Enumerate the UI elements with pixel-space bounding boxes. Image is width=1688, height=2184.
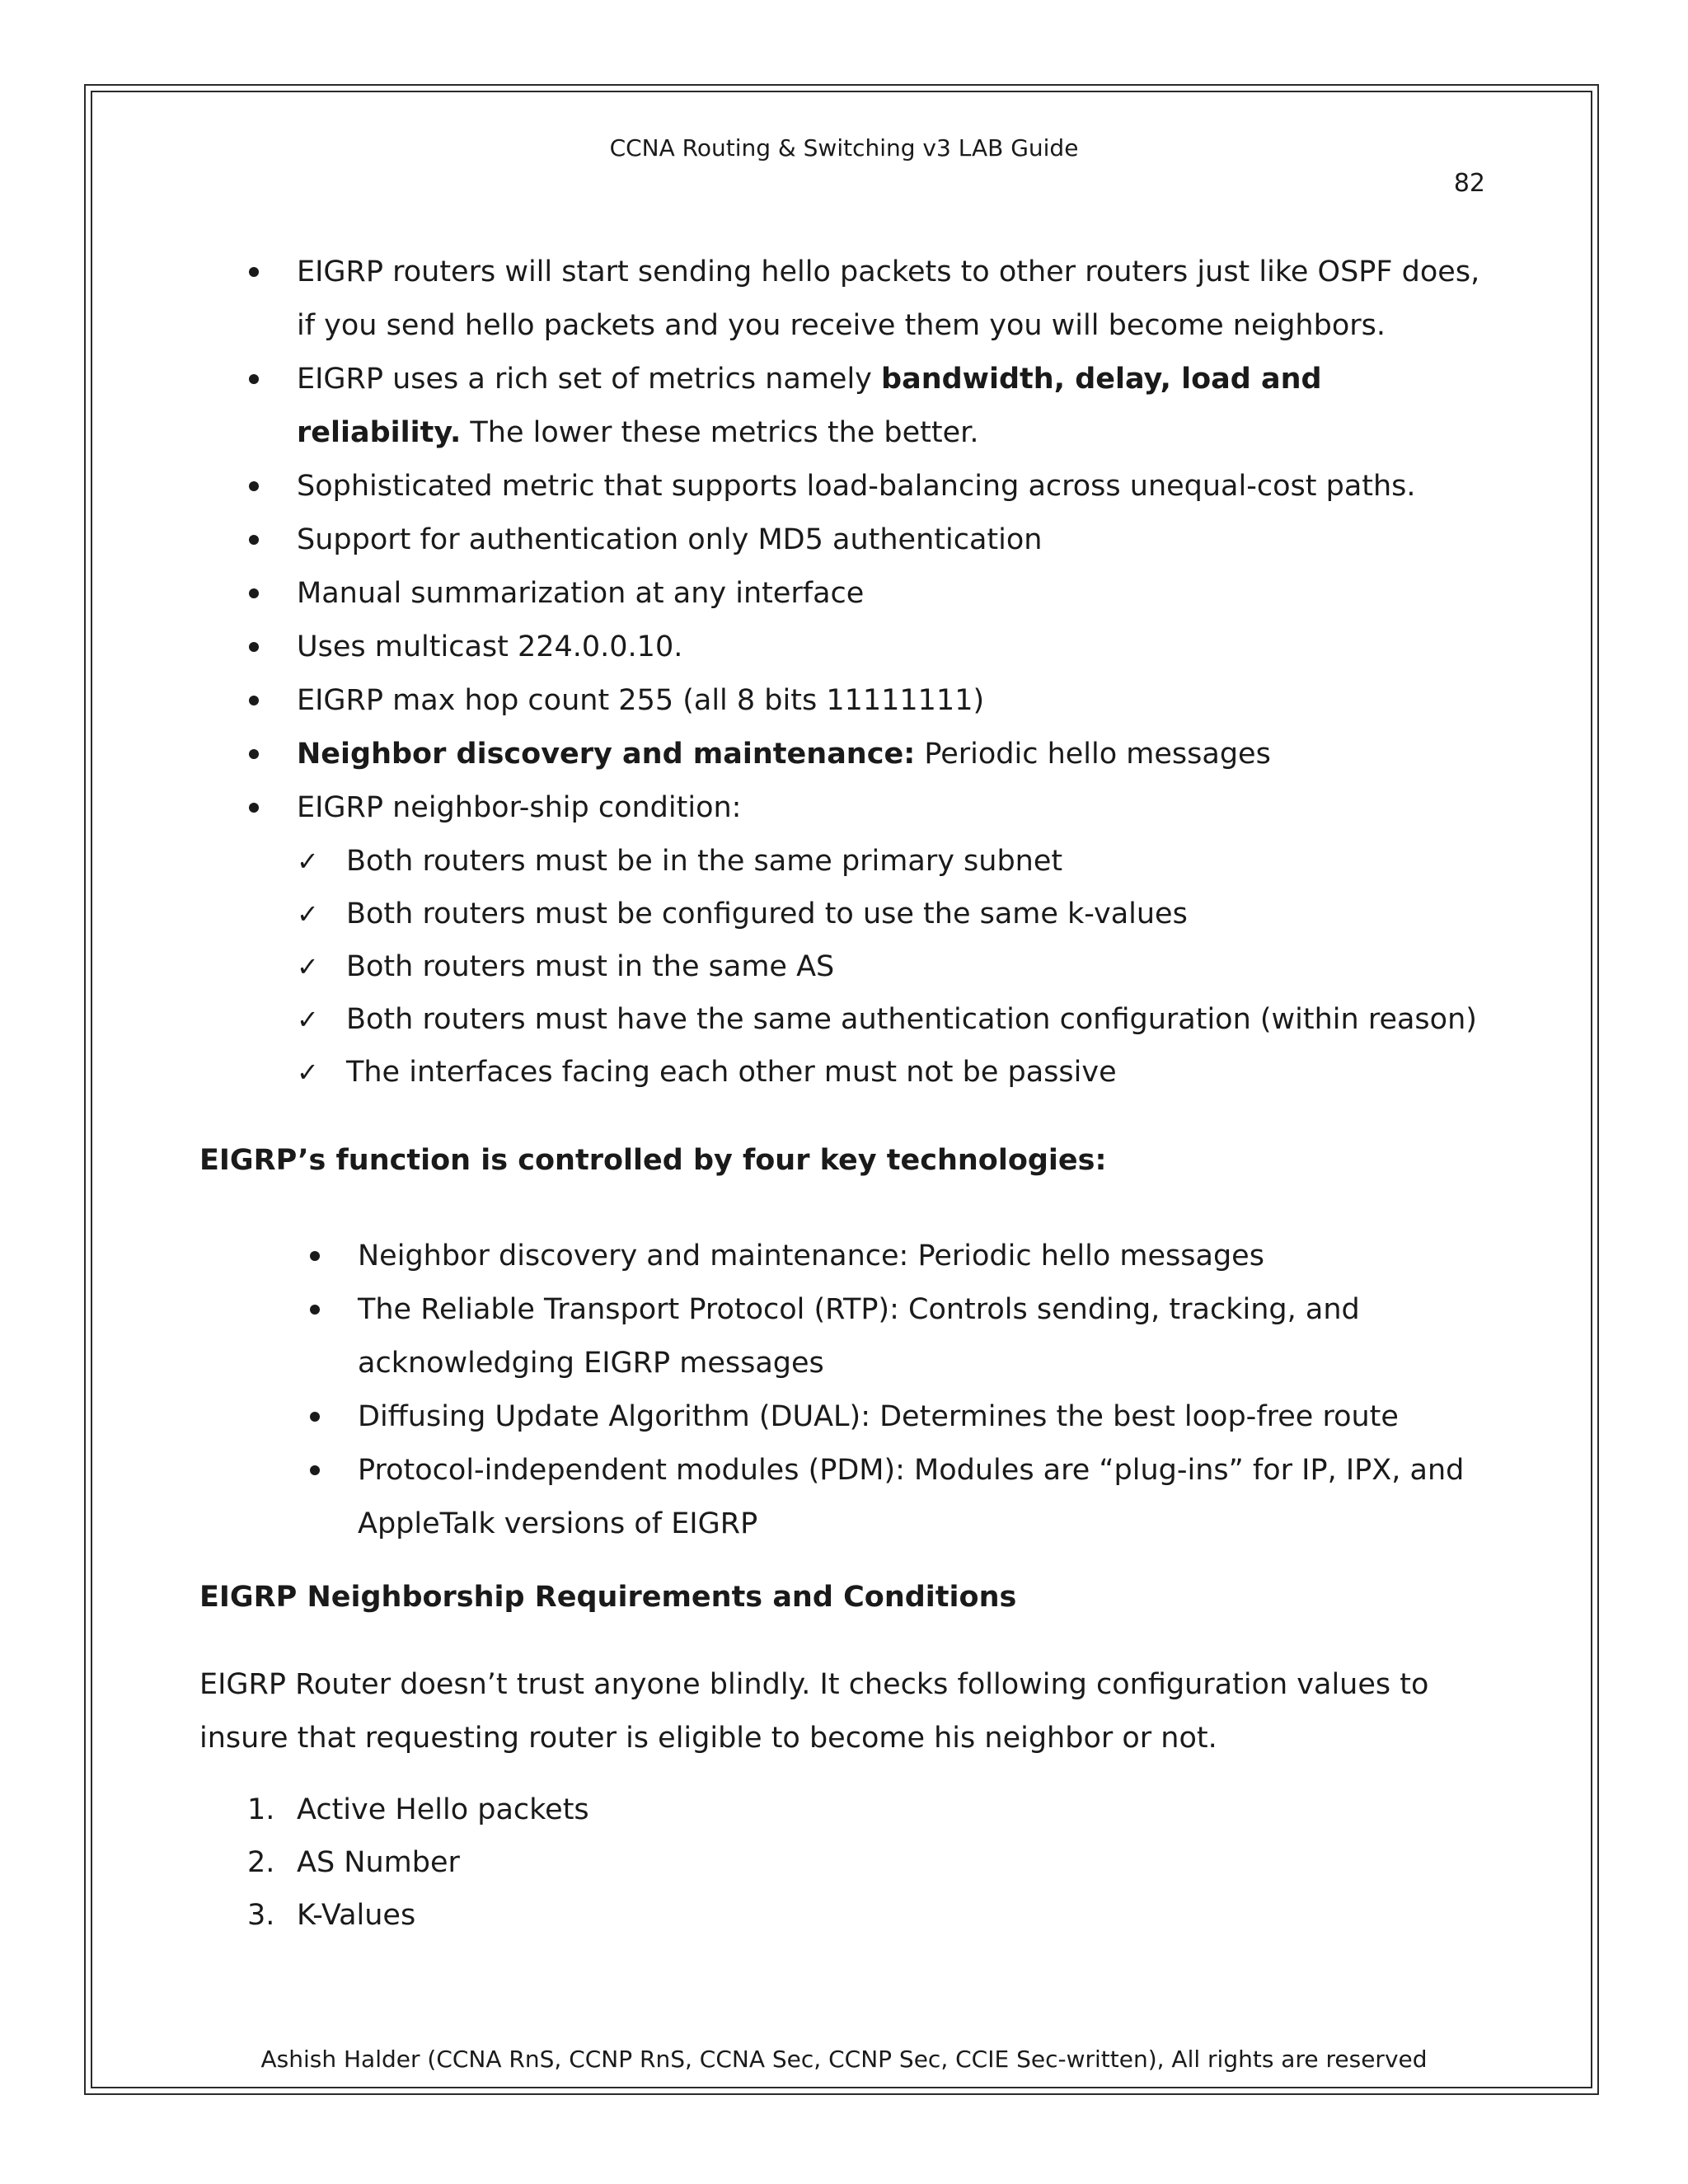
check-mark-icon: ✓	[297, 846, 319, 877]
bullet-dot-icon	[249, 481, 259, 491]
checklist-text: Both routers must have the same authentication configuration (within reason)	[346, 1003, 1477, 1036]
list-item	[199, 1283, 1485, 1390]
list-item	[199, 621, 1485, 674]
check-mark-icon: ✓	[297, 1057, 319, 1088]
checklist-text: Both routers must in the same AS	[346, 950, 835, 983]
bullet-dot-icon	[310, 1305, 320, 1315]
checklist-item	[199, 835, 1485, 888]
bullet-text: Uses multicast 224.0.0.10.	[297, 630, 683, 663]
list-item	[199, 353, 1485, 460]
list-item	[199, 781, 1485, 835]
checklist-text: Both routers must be configured to use the same k-values	[346, 898, 1188, 930]
list-item	[199, 567, 1485, 621]
technology-bullet-list	[199, 1230, 1485, 1551]
bullet-text: EIGRP max hop count 255 (all 8 bits 11111111)	[297, 684, 985, 717]
bullet-text: EIGRP neighbor-ship condition:	[297, 791, 742, 824]
check-mark-icon: ✓	[297, 951, 319, 982]
bullet-dot-icon	[249, 642, 259, 652]
item-number: 3.	[247, 1899, 275, 1932]
item-number: 2.	[247, 1846, 275, 1879]
checklist-item	[199, 993, 1485, 1046]
bullet-dot-icon	[310, 1251, 320, 1261]
check-mark-icon: ✓	[297, 1004, 319, 1035]
neighbor-condition-checklist	[199, 835, 1485, 1099]
bullet-dot-icon	[249, 749, 259, 759]
page-footer: Ashish Halder (CCNA RnS, CCNP RnS, CCNA Sec, CCNP Sec, CCIE Sec-written), All rights are reserved	[260, 2046, 1428, 2073]
bullet-text: EIGRP routers will start sending hello packets to other routers just like OSPF does, if you send hello packets and you receive them you will become neighbors.	[297, 255, 1480, 342]
requirements-numbered-list	[199, 1783, 1485, 1942]
list-item	[199, 513, 1485, 567]
numbered-item-text: K-Values	[297, 1899, 416, 1932]
item-number: 1.	[247, 1793, 275, 1826]
feature-bullet-list	[199, 246, 1485, 835]
numbered-item	[199, 1836, 1485, 1889]
bullet-text: Sophisticated metric that supports load-balancing across unequal-cost paths.	[297, 470, 1416, 503]
section-heading-key-technologies: EIGRP’s function is controlled by four key technologies:	[199, 1144, 1107, 1177]
bullet-text: The Reliable Transport Protocol (RTP): Controls sending, tracking, and acknowledging EIGRP messages	[358, 1293, 1360, 1380]
numbered-item-text: AS Number	[297, 1846, 460, 1879]
header-title: CCNA Routing & Switching v3 LAB Guide	[609, 134, 1079, 162]
bullet-dot-icon	[249, 696, 259, 705]
bullet-bold-text: Neighbor discovery and maintenance:	[297, 738, 916, 771]
bullet-dot-icon	[249, 535, 259, 545]
list-item	[199, 1390, 1485, 1444]
page-content	[199, 246, 1485, 1942]
bullet-dot-icon	[249, 803, 259, 813]
list-item	[199, 1444, 1485, 1551]
bullet-text: Neighbor discovery and maintenance: Periodic hello messages	[358, 1240, 1264, 1272]
bullet-dot-icon	[310, 1465, 320, 1475]
body-paragraph: EIGRP Router doesn’t trust anyone blindly. It checks following configuration values to insure that requesting router is eligible to become his neighbor or not.	[199, 1668, 1429, 1755]
bullet-bold-text: bandwidth, delay, load and reliability.	[297, 363, 1322, 449]
bullet-text: The lower these metrics the better.	[461, 416, 979, 449]
list-item	[199, 460, 1485, 513]
checklist-item	[199, 888, 1485, 940]
bullet-text: Diffusing Update Algorithm (DUAL): Determines the best loop-free route	[358, 1400, 1399, 1433]
bullet-dot-icon	[249, 588, 259, 598]
checklist-item	[199, 940, 1485, 993]
bullet-text: Manual summarization at any interface	[297, 577, 865, 610]
checklist-text: Both routers must be in the same primary subnet	[346, 845, 1063, 878]
list-item	[199, 1230, 1485, 1283]
numbered-item-text: Active Hello packets	[297, 1793, 589, 1826]
bullet-text: Support for authentication only MD5 authentication	[297, 523, 1043, 556]
numbered-item	[199, 1783, 1485, 1836]
checklist-item	[199, 1046, 1485, 1099]
checklist-text: The interfaces facing each other must not be passive	[346, 1056, 1117, 1089]
page-number: 82	[1453, 169, 1485, 198]
section-heading-neighborship: EIGRP Neighborship Requirements and Conditions	[199, 1581, 1017, 1614]
numbered-item	[199, 1889, 1485, 1942]
list-item	[199, 246, 1485, 353]
bullet-text: EIGRP uses a rich set of metrics namely	[297, 363, 882, 396]
bullet-dot-icon	[249, 374, 259, 384]
bullet-dot-icon	[249, 267, 259, 277]
bullet-text: Protocol-independent modules (PDM): Modules are “plug-ins” for IP, IPX, and AppleTalk versions of EIGRP	[358, 1454, 1465, 1540]
bullet-dot-icon	[310, 1412, 320, 1422]
list-item	[199, 728, 1485, 781]
bullet-text: Periodic hello messages	[915, 738, 1271, 771]
check-mark-icon: ✓	[297, 898, 319, 930]
list-item	[199, 674, 1485, 728]
